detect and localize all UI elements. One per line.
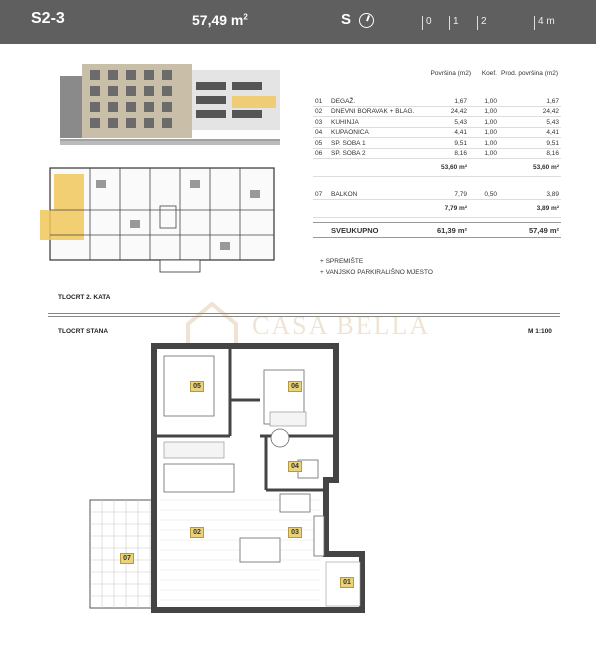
room-tag-05: 05 <box>190 381 204 392</box>
balcony-row: 07 BALKON 7,79 0,50 3,89 <box>315 190 559 198</box>
room-tag-02: 02 <box>190 527 204 538</box>
scale-tick: 2 <box>477 16 487 30</box>
notes <box>320 256 433 278</box>
area-table <box>313 68 561 238</box>
scale-tick: 1 <box>449 16 459 30</box>
note-item: + SPREMIŠTE <box>320 258 364 265</box>
table-row: 05 SP. SOBA 1 9,51 1,00 9,51 <box>315 139 559 147</box>
table-row: 04 KUPAONICA 4,41 1,00 4,41 <box>315 129 559 136</box>
table-row: 02 DNEVNI BORAVAK + BLAG. 24,42 1,00 24,42 <box>315 108 559 115</box>
table-row: 06 SP. SOBA 2 8,16 1,00 8,16 <box>315 150 559 157</box>
scale-tick: 0 <box>422 16 432 30</box>
table-row: 03 KUHINJA 5,43 1,00 5,43 <box>315 118 559 126</box>
building-elevation-image <box>60 62 280 152</box>
scale-tick: 4 m <box>534 16 555 30</box>
subtotal-row: 53,60 m² 53,60 m² <box>313 159 561 177</box>
header-bar <box>0 0 596 44</box>
scale-label: M 1:100 <box>528 328 552 335</box>
room-tag-07: 07 <box>120 553 134 564</box>
building-floor-plan-image <box>40 160 280 278</box>
room-tag-01: 01 <box>340 577 354 588</box>
unit-floor-plan-image <box>80 340 380 620</box>
table-header <box>313 68 561 82</box>
floor-plan-label: TLOCRT 2. KATA <box>58 294 111 301</box>
room-tag-04: 04 <box>288 461 302 472</box>
note-item: + VANJSKO PARKIRALIŠNO MJESTO <box>320 269 433 276</box>
unit-area: 57,49 $m^2$ <box>192 12 248 28</box>
compass-icon <box>359 13 374 28</box>
room-tag-03: 03 <box>288 527 302 538</box>
table-row: 01 DEGAŽ. 1,67 1,00 1,67 <box>315 97 559 105</box>
unit-code: S2-3 <box>31 10 65 27</box>
unit-plan-label: TLOCRT STANA <box>58 328 109 335</box>
column-header: Prod. površina (m2) <box>501 70 559 77</box>
orientation-label: S <box>341 11 352 28</box>
column-header: Koef. <box>481 70 497 77</box>
column-header: Površina (m2) <box>430 70 471 77</box>
room-tag-06: 06 <box>288 381 302 392</box>
svg-text:CASA BELLA: CASA BELLA <box>252 311 431 340</box>
total-row: SVEUKUPNO 61,39 m² 57,49 m² <box>313 222 561 238</box>
balcony-sum-row: 7,79 m² 3,89 m² <box>313 200 561 218</box>
